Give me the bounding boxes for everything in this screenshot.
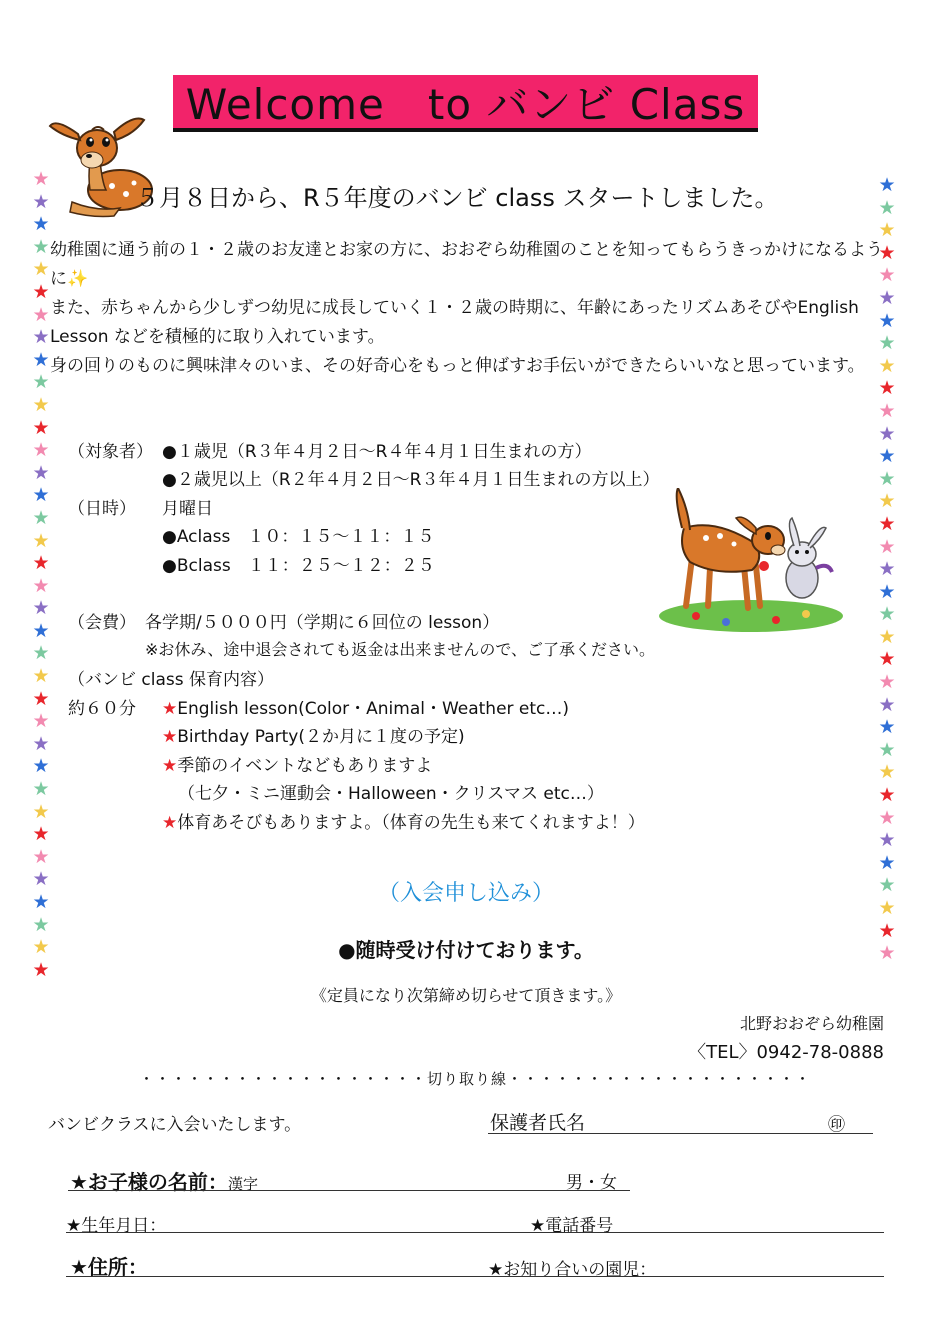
star-icon: ★ (878, 512, 896, 535)
star-icon: ★ (878, 829, 896, 852)
star-icon: ★ (878, 535, 896, 558)
star-icon: ★ (32, 958, 50, 981)
star-icon: ★ (878, 693, 896, 716)
birthday-phone-field[interactable] (66, 1232, 884, 1233)
star-icon: ★ (878, 445, 896, 468)
star-icon: ★ (878, 671, 896, 694)
star-icon: ★ (32, 845, 50, 868)
bambi-and-thumper-illustration (656, 488, 846, 636)
star-icon: ★ (32, 597, 50, 620)
star-icon: ★ (32, 168, 50, 190)
star-icon: ★ (32, 913, 50, 936)
star-icon: ★ (162, 813, 178, 833)
star-icon: ★ (32, 778, 50, 801)
star-icon: ★ (32, 891, 50, 913)
star-icon: ★ (32, 190, 50, 213)
intro-paragraph-3: 身の回りのものに興味津々のいま、その好奇心をもっと伸ばすお手伝いができたらいいなと思っています。 (50, 356, 865, 376)
acquaintance-label: ★お知り合いの園児： (488, 1260, 657, 1280)
cut-line: ・・・・・・・・・・・・・・・・・・切り取り線・・・・・・・・・・・・・・・・・・・ (138, 1070, 811, 1088)
star-icon: ★ (878, 738, 896, 761)
target-2: ●２歳児以上（R２年４月２日～R３年４月１日生まれの方以上） (162, 470, 660, 490)
star-icon: ★ (878, 580, 896, 603)
intro-paragraph-1 (50, 236, 895, 294)
title-banner (173, 75, 758, 132)
page-title: Welcome to バンビ Class (185, 79, 746, 129)
star-icon: ★ (32, 642, 50, 665)
join-statement: バンビクラスに入会いたします。 (48, 1115, 302, 1135)
star-icon: ★ (32, 461, 50, 484)
star-icon: ★ (32, 936, 50, 959)
right-star-border (874, 174, 900, 965)
star-icon: ★ (32, 665, 50, 688)
duration: 約６０分 (68, 699, 136, 719)
star-icon: ★ (878, 467, 896, 490)
star-icon: ★ (32, 416, 50, 439)
content-item-1 (162, 694, 569, 719)
application-limit: 《定員になり次第締め切らせて頂きます。》 (310, 986, 622, 1005)
star-icon: ★ (878, 874, 896, 897)
star-icon: ★ (878, 377, 896, 400)
class-b: ●Bclass １１：２５～１２：２５ (162, 556, 435, 576)
left-star-border (28, 168, 54, 981)
address-label: ★住所： (70, 1255, 148, 1279)
seal-mark: ㊞ (828, 1115, 845, 1135)
star-icon: ★ (878, 196, 896, 219)
star-icon: ★ (32, 574, 50, 597)
fee-label: （会費） (68, 613, 136, 633)
star-icon: ★ (878, 897, 896, 919)
star-icon: ★ (878, 603, 896, 626)
star-icon: ★ (32, 710, 50, 733)
star-icon: ★ (878, 241, 896, 264)
star-icon: ★ (878, 219, 896, 242)
star-icon: ★ (32, 732, 50, 755)
content-item-4 (162, 808, 645, 833)
star-icon: ★ (32, 280, 50, 303)
star-icon: ★ (32, 800, 50, 823)
star-icon: ★ (878, 625, 896, 648)
headline: ５月８日から、R５年度のバンビ class スタートしました。 (135, 184, 779, 212)
child-name-field[interactable] (68, 1190, 630, 1191)
phone-label: ★電話番号 (530, 1216, 614, 1236)
target-1: ●１歳児（R３年４月２日～R４年４月１日生まれの方） (162, 442, 592, 462)
star-icon: ★ (878, 784, 896, 807)
content-item-2 (162, 722, 465, 747)
content-label: （バンビ class 保育内容） (68, 670, 275, 690)
star-icon: ★ (878, 851, 896, 874)
content-item-2-text: Birthday Party(２か月に１度の予定) (177, 727, 465, 747)
content-item-3-text: 季節のイベントなどもありますよ (177, 756, 433, 776)
address-field[interactable] (66, 1276, 884, 1277)
fee-note: ※お休み、途中退会されても返金は出来ませんので、ご了承ください。 (145, 640, 656, 659)
star-icon: ★ (32, 755, 50, 778)
star-icon: ★ (878, 264, 896, 287)
guardian-name-field[interactable] (488, 1133, 873, 1134)
star-icon: ★ (878, 332, 896, 355)
star-icon: ★ (32, 484, 50, 507)
star-icon: ★ (878, 490, 896, 513)
class-a: ●Aclass １０：１５～１１：１５ (162, 527, 435, 547)
star-icon: ★ (878, 354, 896, 377)
star-icon: ★ (162, 727, 178, 747)
day: 月曜日 (162, 499, 213, 519)
star-icon: ★ (878, 919, 896, 942)
content-item-3 (162, 751, 432, 776)
star-icon: ★ (878, 174, 896, 196)
star-icon: ★ (32, 439, 50, 462)
star-icon: ★ (32, 235, 50, 258)
target-label: （対象者） (68, 442, 153, 462)
star-icon: ★ (878, 942, 896, 965)
content-item-4-text: 体育あそびもありますよ。（体育の先生も来てくれますよ！） (177, 813, 645, 833)
fee: 各学期/５０００円（学期に６回位の lesson） (145, 613, 500, 633)
star-icon: ★ (32, 506, 50, 529)
star-icon: ★ (32, 303, 50, 326)
star-icon: ★ (32, 258, 50, 281)
star-icon: ★ (32, 619, 50, 642)
star-icon: ★ (32, 868, 50, 891)
intro-text-1: 幼稚園に通う前の１・２歳のお友達とお家の方に、おおぞら幼稚園のことを知ってもらうきっかけになるように (50, 240, 883, 289)
star-icon: ★ (32, 371, 50, 394)
star-icon: ★ (32, 348, 50, 371)
star-icon: ★ (878, 422, 896, 445)
intro-text (50, 236, 895, 381)
star-icon: ★ (878, 558, 896, 581)
guardian-label: 保護者氏名 (490, 1112, 586, 1134)
child-name-label-text: ★お子様の名前： (70, 1170, 228, 1194)
star-icon: ★ (162, 699, 178, 719)
school-tel: 〈TEL〉0942-78-0888 (688, 1042, 884, 1063)
application-accept: ●随時受け付けております。 (338, 938, 594, 962)
birthday-label: ★生年月日： (66, 1216, 167, 1236)
date-label: （日時） (68, 499, 136, 519)
application-heading: （入会申し込み） (377, 881, 554, 906)
star-icon: ★ (878, 399, 896, 422)
star-icon: ★ (878, 761, 896, 784)
star-icon: ★ (162, 756, 178, 776)
gender-option[interactable]: 男・女 (566, 1173, 617, 1193)
star-icon: ★ (32, 393, 50, 416)
star-icon: ★ (878, 806, 896, 829)
star-icon: ★ (32, 213, 50, 236)
star-icon: ★ (878, 648, 896, 671)
star-icon: ★ (878, 286, 896, 309)
star-icon: ★ (32, 529, 50, 552)
school-name: 北野おおぞら幼稚園 (739, 1014, 884, 1033)
star-icon: ★ (878, 716, 896, 739)
content-item-1-text: English lesson(Color・Animal・Weather etc…) (177, 699, 570, 719)
sparkle-icon: ✨ (67, 269, 89, 289)
star-icon: ★ (32, 823, 50, 846)
star-icon: ★ (32, 326, 50, 349)
star-icon: ★ (32, 687, 50, 710)
content-item-3-sub: （七夕・ミニ運動会・Halloween・クリスマス etc…） (178, 784, 604, 804)
intro-paragraph-2: また、赤ちゃんから少しずつ幼児に成長していく１・２歳の時期に、年齢にあったリズムあそびやEnglish Lesson などを積極的に取り入れています。 (50, 298, 859, 347)
star-icon: ★ (878, 309, 896, 332)
star-icon: ★ (32, 552, 50, 575)
kanji-label: 漢字 (227, 1175, 258, 1193)
